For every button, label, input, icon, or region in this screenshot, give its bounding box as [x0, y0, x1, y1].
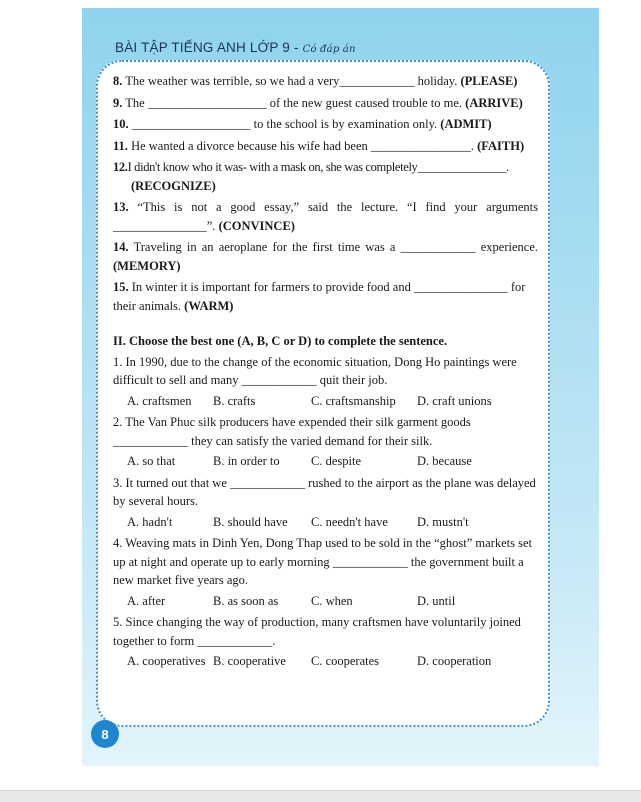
question-text: Traveling in an aeroplane for the first time was a [133, 240, 401, 254]
option-b[interactable]: B. in order to [213, 454, 280, 468]
word-hint: (ARRIVE) [465, 95, 523, 110]
question-number: 11. [113, 138, 128, 153]
word-hint: (PLEASE) [460, 74, 518, 88]
mc-options [113, 452, 538, 471]
mc-question-2 [113, 413, 538, 471]
mc-question-5 [113, 613, 538, 671]
bottom-strip [0, 790, 641, 802]
option-a[interactable]: A. after [127, 593, 166, 608]
question-15 [113, 278, 538, 315]
mc-question-3 [113, 474, 538, 532]
page-number-badge [91, 720, 119, 748]
option-d[interactable]: D. because [417, 454, 472, 468]
answer-blank[interactable]: _______________ [413, 280, 508, 294]
option-a[interactable]: A. craftsmen [127, 393, 192, 408]
option-c[interactable]: C. craftsmanship [311, 393, 396, 408]
word-hint: (CONVINCE) [218, 218, 295, 233]
question-10 [113, 115, 538, 134]
option-c[interactable]: C. despite [311, 454, 361, 468]
question-text-end: . [505, 160, 509, 174]
question-number: 10. [113, 117, 129, 131]
option-c[interactable]: C. needn't have [311, 514, 388, 529]
page-header [115, 40, 356, 55]
exercise-content [113, 72, 538, 674]
question-text-end: experience. [475, 240, 538, 254]
mc-question-text: 2. The Van Phuc silk producers have expended their silk garment goods ____________ they can satisfy the varied demand for their silk. [113, 415, 471, 448]
mc-options [113, 592, 538, 611]
question-13 [113, 198, 538, 235]
question-number: 12. [113, 160, 128, 174]
question-number: 13. [113, 200, 129, 214]
mc-options [113, 392, 538, 411]
question-text-end: for their animals. [113, 280, 526, 313]
question-text-end: ”. [206, 218, 216, 233]
option-b[interactable]: B. should have [213, 514, 288, 529]
option-a[interactable]: A. cooperatives [127, 654, 206, 668]
mc-question-4 [113, 534, 538, 610]
question-text: I didn't know who it was- with a mask on, she was completely [127, 160, 418, 174]
question-number: 15. [113, 280, 129, 294]
question-number: 8. [113, 74, 123, 88]
answer-blank[interactable]: ___________________ [131, 117, 251, 131]
question-text: The weather was terrible, so we had a very [125, 74, 340, 88]
answer-blank[interactable]: _______________ [113, 218, 207, 233]
answer-blank[interactable]: _______________ [417, 160, 506, 174]
option-b[interactable]: B. crafts [213, 393, 256, 408]
answer-blank[interactable]: ____________ [339, 74, 415, 88]
mc-options [113, 652, 538, 671]
mc-question-1 [113, 353, 538, 411]
question-14 [113, 238, 538, 275]
word-hint: (ADMIT) [440, 117, 492, 131]
mc-question-text: 1. In 1990, due to the change of the economic situation, Dong Ho paintings were difficult to sell and many ____________ quit their job. [113, 354, 517, 387]
question-number: 9. [113, 95, 123, 110]
question-number: 14. [113, 240, 129, 254]
question-text: In winter it is important for farmers to provide food and [131, 280, 414, 294]
question-8 [113, 72, 538, 91]
answer-blank[interactable]: ________________ [370, 138, 471, 153]
option-a[interactable]: A. so that [127, 454, 176, 468]
option-d[interactable]: D. until [417, 593, 456, 608]
question-text-end: to the school is by examination only. [250, 117, 438, 131]
question-11 [113, 137, 538, 156]
word-hint: (WARM) [184, 298, 234, 313]
question-12 [113, 158, 538, 195]
question-text-end: of the new guest caused trouble to me. [266, 95, 463, 110]
question-text-end: . [470, 138, 475, 153]
mc-question-text: 3. It turned out that we ____________ rushed to the airport as the plane was delayed by several hours. [113, 475, 536, 508]
option-d[interactable]: D. craft unions [417, 393, 492, 408]
option-c[interactable]: C. cooperates [311, 654, 380, 668]
answer-blank[interactable]: ____________ [400, 240, 476, 254]
word-hint: (FAITH) [477, 138, 525, 153]
mc-question-text: 5. Since changing the way of production, many craftsmen have voluntarily joined together to form ____________. [113, 615, 521, 648]
option-a[interactable]: A. hadn't [127, 514, 173, 529]
header-subtitle: Có đáp án [302, 44, 356, 55]
option-b[interactable]: B. cooperative [213, 654, 286, 668]
mc-options [113, 513, 538, 532]
word-hint: (MEMORY) [113, 258, 181, 273]
option-c[interactable]: C. when [311, 593, 353, 608]
question-text-end: holiday. [414, 74, 458, 88]
word-hint: (RECOGNIZE) [131, 178, 216, 193]
question-text: The [125, 95, 148, 110]
option-b[interactable]: B. as soon as [213, 593, 279, 608]
question-text: He wanted a divorce because his wife had been [131, 138, 371, 153]
option-d[interactable]: D. mustn't [417, 514, 469, 529]
question-9 [113, 94, 538, 113]
option-d[interactable]: D. cooperation [417, 654, 492, 668]
question-text: “This is not a good essay,” said the lecture. “I find your arguments [137, 200, 539, 214]
header-title: BÀI TẬP TIẾNG ANH LỚP 9 - [115, 40, 303, 55]
page-number: 8 [101, 726, 109, 742]
mc-question-text: 4. Weaving mats in Dinh Yen, Dong Thap used to be sold in the “ghost” markets set up at night and operate up to early morning ____________ the government built a new market five years ago. [113, 536, 532, 587]
answer-blank[interactable]: ___________________ [147, 95, 267, 110]
section-title: II. Choose the best one (A, B, C or D) to complete the sentence. [113, 334, 448, 348]
